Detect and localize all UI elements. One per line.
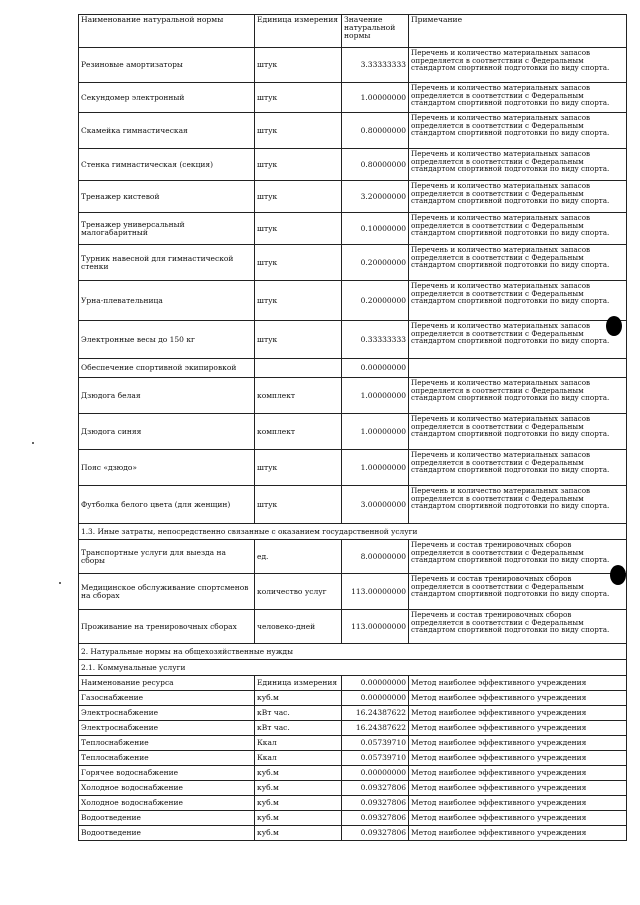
section-title: 1.3. Иные затраты, непосредственно связанные с оказанием государственной услуги [79,524,627,540]
item-name: Дзюдога белая [79,378,255,414]
table-row [79,450,627,486]
resource-method: Метод наиболее эффективного учреждения [409,721,627,736]
item-name: Проживание на тренировочных сборах [79,610,255,644]
item-note: Перечень и количество материальных запасов определяется в соответствии с Федеральным стандартом спортивной подготовки по виду спорта. [409,450,627,486]
item-value: 1.00000000 [342,414,409,450]
resource-name: Водоотведение [79,811,255,826]
item-unit: штук [255,213,342,245]
item-unit: штук [255,83,342,113]
item-note: Перечень и состав тренировочных сборов определяется в соответствии с Федеральным стандартом спортивной подготовки по виду спорта. [409,540,627,574]
table-row [79,48,627,83]
table-row [79,181,627,213]
item-note: Перечень и состав тренировочных сборов определяется в соответствии с Федеральным стандартом спортивной подготовки по виду спорта. [409,610,627,644]
item-value: 1.00000000 [342,83,409,113]
item-note: Перечень и количество материальных запасов определяется в соответствии с Федеральным стандартом спортивной подготовки по виду спорта. [409,213,627,245]
item-value: 8.00000000 [342,540,409,574]
resource-method: Метод наиболее эффективного учреждения [409,736,627,751]
item-value: 0.20000000 [342,245,409,281]
table-header-row [79,15,627,48]
section-row [79,524,627,540]
resource-value: 0.09327806 [342,826,409,841]
resource-unit: куб.м [255,781,342,796]
item-unit: штук [255,486,342,524]
resource-unit: куб.м [255,826,342,841]
resource-unit: Ккал [255,751,342,766]
resource-value: 16.24387622 [342,706,409,721]
item-name: Стенка гимнастическая (секция) [79,149,255,181]
table-row [79,83,627,113]
resource-value: 0.09327806 [342,796,409,811]
item-unit: штук [255,450,342,486]
norms-table [78,14,627,841]
resource-name: Теплоснабжение [79,736,255,751]
item-value: 113.00000000 [342,574,409,610]
section-title: 2. Натуральные нормы на общехозяйственные нужды [79,644,627,660]
table-row [79,706,627,721]
table-row [79,540,627,574]
table-row [79,149,627,181]
section-title: 2.1. Коммунальные услуги [79,660,627,676]
resource-name: Холодное водоснабжение [79,781,255,796]
item-unit: штук [255,181,342,213]
resource-name: Холодное водоснабжение [79,796,255,811]
item-value: 0.10000000 [342,213,409,245]
resource-unit: Единица измерения [255,676,342,691]
resource-name: Электроснабжение [79,721,255,736]
item-note: Перечень и количество материальных запасов определяется в соответствии с Федеральным стандартом спортивной подготовки по виду спорта. [409,245,627,281]
item-name: Скамейка гимнастическая [79,113,255,149]
item-note: Перечень и количество материальных запасов определяется в соответствии с Федеральным стандартом спортивной подготовки по виду спорта. [409,321,627,359]
item-note: Перечень и состав тренировочных сборов определяется в соответствии с Федеральным стандартом спортивной подготовки по виду спорта. [409,574,627,610]
item-note: Перечень и количество материальных запасов определяется в соответствии с Федеральным стандартом спортивной подготовки по виду спорта. [409,378,627,414]
item-value: 3.20000000 [342,181,409,213]
item-note: Перечень и количество материальных запасов определяется в соответствии с Федеральным стандартом спортивной подготовки по виду спорта. [409,181,627,213]
item-value: 3.00000000 [342,486,409,524]
resource-value: 0.05739710 [342,736,409,751]
resource-unit: кВт час. [255,721,342,736]
item-name: Тренажер универсальный малогабаритный [79,213,255,245]
resource-method: Метод наиболее эффективного учреждения [409,796,627,811]
item-name: Турник навесной для гимнастической стенки [79,245,255,281]
item-name: Футболка белого цвета (для женщин) [79,486,255,524]
table-row [79,826,627,841]
item-unit: штук [255,149,342,181]
equipment-section-value: 0.00000000 [342,359,409,378]
resource-unit: Ккал [255,736,342,751]
item-note: Перечень и количество материальных запасов определяется в соответствии с Федеральным стандартом спортивной подготовки по виду спорта. [409,149,627,181]
resource-method: Метод наиболее эффективного учреждения [409,766,627,781]
resource-method: Метод наиболее эффективного учреждения [409,676,627,691]
item-name: Урна-плевательница [79,281,255,321]
speck [59,582,61,584]
item-name: Дзюдога синяя [79,414,255,450]
resource-name: Горячее водоснабжение [79,766,255,781]
section-row [79,644,627,660]
item-note: Перечень и количество материальных запасов определяется в соответствии с Федеральным стандартом спортивной подготовки по виду спорта. [409,48,627,83]
item-value: 1.00000000 [342,450,409,486]
item-unit: ед. [255,540,342,574]
item-note: Перечень и количество материальных запасов определяется в соответствии с Федеральным стандартом спортивной подготовки по виду спорта. [409,83,627,113]
item-name: Транспортные услуги для выезда на сборы [79,540,255,574]
resource-unit: кВт час. [255,706,342,721]
item-value: 0.20000000 [342,281,409,321]
item-value: 1.00000000 [342,378,409,414]
item-name: Электронные весы до 150 кг [79,321,255,359]
header-unit: Единица измерения [255,15,342,48]
item-value: 0.80000000 [342,113,409,149]
table-row [79,113,627,149]
item-value: 0.33333333 [342,321,409,359]
table-row [79,574,627,610]
header-value: Значение натуральной нормы [342,15,409,48]
item-value: 3.33333333 [342,48,409,83]
table-row [79,796,627,811]
table-row [79,736,627,751]
item-unit: штук [255,245,342,281]
item-unit: комплект [255,378,342,414]
speck [32,442,34,444]
resource-name: Наименование ресурса [79,676,255,691]
resource-method: Метод наиболее эффективного учреждения [409,706,627,721]
table-row [79,610,627,644]
resource-value: 0.05739710 [342,751,409,766]
punch-hole-bottom [610,565,626,585]
empty-cell [255,359,342,378]
item-name: Секундомер электронный [79,83,255,113]
resource-unit: куб.м [255,691,342,706]
resource-unit: куб.м [255,796,342,811]
item-unit: штук [255,113,342,149]
resource-unit: куб.м [255,811,342,826]
resource-method: Метод наиболее эффективного учреждения [409,826,627,841]
item-unit: комплект [255,414,342,450]
table-row [79,691,627,706]
table-row [79,781,627,796]
table-row [79,676,627,691]
header-note: Примечание [409,15,627,48]
resource-method: Метод наиболее эффективного учреждения [409,781,627,796]
table-row [79,486,627,524]
resource-value: 0.00000000 [342,691,409,706]
header-name: Наименование натуральной нормы [79,15,255,48]
table-row [79,378,627,414]
table-row [79,245,627,281]
equipment-section-name: Обеспечение спортивной экипировкой [79,359,255,378]
table-row [79,751,627,766]
section-row [79,660,627,676]
punch-hole-top [606,316,622,336]
item-note: Перечень и количество материальных запасов определяется в соответствии с Федеральным стандартом спортивной подготовки по виду спорта. [409,414,627,450]
resource-method: Метод наиболее эффективного учреждения [409,811,627,826]
resource-value: 0.09327806 [342,781,409,796]
item-value: 0.80000000 [342,149,409,181]
table-row [79,321,627,359]
table-row [79,766,627,781]
resource-unit: куб.м [255,766,342,781]
item-note: Перечень и количество материальных запасов определяется в соответствии с Федеральным стандартом спортивной подготовки по виду спорта. [409,281,627,321]
table-row [79,213,627,245]
item-name: Пояс «дзюдо» [79,450,255,486]
empty-cell [409,359,627,378]
item-name: Резиновые амортизаторы [79,48,255,83]
item-note: Перечень и количество материальных запасов определяется в соответствии с Федеральным стандартом спортивной подготовки по виду спорта. [409,113,627,149]
equipment-section-row [79,359,627,378]
resource-name: Теплоснабжение [79,751,255,766]
resource-value: 0.00000000 [342,676,409,691]
resource-name: Электроснабжение [79,706,255,721]
item-name: Тренажер кистевой [79,181,255,213]
table-row [79,281,627,321]
item-unit: количество услуг [255,574,342,610]
table-row [79,811,627,826]
item-unit: штук [255,321,342,359]
resource-value: 0.00000000 [342,766,409,781]
resource-value: 0.09327806 [342,811,409,826]
item-unit: человеко-дней [255,610,342,644]
table-row [79,721,627,736]
resource-method: Метод наиболее эффективного учреждения [409,691,627,706]
item-unit: штук [255,48,342,83]
resource-name: Газоснабжение [79,691,255,706]
item-name: Медицинское обслуживание спортсменов на сборах [79,574,255,610]
item-unit: штук [255,281,342,321]
resource-name: Водоотведение [79,826,255,841]
table-row [79,414,627,450]
item-value: 113.00000000 [342,610,409,644]
resource-method: Метод наиболее эффективного учреждения [409,751,627,766]
norms-sheet [78,14,626,841]
resource-value: 16.24387622 [342,721,409,736]
item-note: Перечень и количество материальных запасов определяется в соответствии с Федеральным стандартом спортивной подготовки по виду спорта. [409,486,627,524]
